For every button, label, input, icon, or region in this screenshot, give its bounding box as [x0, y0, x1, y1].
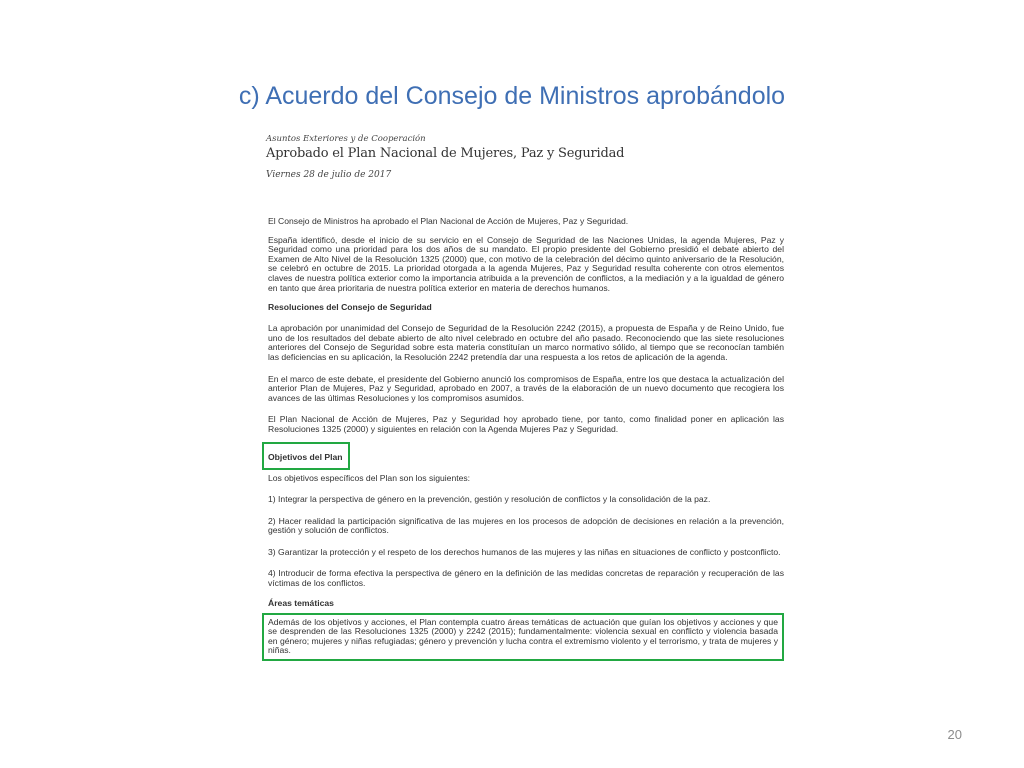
paragraph-spain-priority: España identificó, desde el inicio de su servicio en el Consejo de Seguridad de las Naciones Unidas, la agenda Mujeres, Paz y Seguridad como una prioridad para los dos años de su mandato. El propio presidente del Gobierno presidió el debate abierto del Examen de Alto Nivel de la Resolución 1325 (2000) que, con motivo de la celebración del décimo quinto aniversario de la Resolución, se celebró en octubre de 2015. La prioridad otorgada a la agenda Mujeres, Paz y Seguridad resulta coherente con otros elementos claves de nuestra política exterior como la importancia atribuida a la prevención de conflictos, a la mediación y a la igualdad de género en tanto que área prioritaria de nuestra política exterior en materia de derechos humanos.	[268, 234, 784, 293]
heading-resoluciones: Resoluciones del Consejo de Seguridad	[268, 302, 432, 313]
slide-title: c) Acuerdo del Consejo de Ministros aprobándolo	[238, 82, 786, 110]
page-number: 20	[947, 727, 962, 742]
objective-4: 4) Introducir de forma efectiva la perspectiva de género en la definición de las medidas concretas de reparación y recuperación de las víctimas de los conflictos.	[268, 568, 784, 589]
document-headline: Aprobado el Plan Nacional de Mujeres, Paz y Seguridad	[266, 146, 625, 161]
highlight-box-objetivos	[262, 442, 350, 470]
intro-paragraph: El Consejo de Ministros ha aprobado el Plan Nacional de Acción de Mujeres, Paz y Seguridad.	[268, 216, 629, 226]
paragraph-commitments: En el marco de este debate, el presidente del Gobierno anunció los compromisos de España, entre los que destaca la actualización del anterior Plan de Mujeres, Paz y Seguridad, aprobado en 2007, a través de la elaboración de un nuevo documento que recogiera los avances de las últimas Resoluciones y los compromisos asumidos.	[268, 373, 784, 403]
objective-1: 1) Integrar la perspectiva de género en la prevención, gestión y resolución de conflictos y la consolidación de la paz.	[268, 494, 711, 505]
paragraph-resolution-2242: La aprobación por unanimidad del Consejo de Seguridad de la Resolución 2242 (2015), a propuesta de España y de Reino Unido, fue uno de los resultados del debate abierto de alto nivel celebrado en octubre del año pasado. Reconociendo que las siete resoluciones anteriores del Consejo de Seguridad sobre esta materia constituían un marco normativo sólido, al tiempo que se reconocían también las deficiencias en su aplicación, la Resolución 2242 pretendía dar una respuesta a los retos de aplicación de la agenda.	[268, 323, 784, 362]
document-clipping	[262, 130, 784, 661]
thematic-areas-text: Además de los objetivos y acciones, el Plan contempla cuatro áreas temáticas de actuación que guían los objetivos y acciones y que se desprenden de las Resoluciones 1325 (2000) y 2242 (2015); fundamentalmente: violencia sexual en conflicto y violencia basada en género; mujeres y niñas refugiadas; género y prevención y lucha contra el extremismo violento y el terrorismo, y trata de mujeres y niñas.	[268, 616, 778, 656]
document-section-label: Asuntos Exteriores y de Cooperación	[266, 134, 426, 144]
paragraph-plan-purpose: El Plan Nacional de Acción de Mujeres, Paz y Seguridad hoy aprobado tiene, por tanto, como finalidad poner en aplicación las Resoluciones 1325 (2000) y siguientes en relación con la Agenda Mujeres Paz y Seguridad.	[268, 414, 784, 434]
document-date: Viernes 28 de julio de 2017	[266, 170, 392, 180]
objectives-intro: Los objetivos específicos del Plan son los siguientes:	[268, 472, 471, 483]
highlight-box-areas	[262, 613, 784, 661]
objective-2: 2) Hacer realidad la participación significativa de las mujeres en los procesos de adopción de decisiones en relación a la prevención, gestión y solución de conflictos.	[268, 515, 784, 536]
heading-objetivos: Objetivos del Plan	[268, 451, 343, 462]
heading-areas-tematicas: Áreas temáticas	[268, 597, 334, 608]
objective-3: 3) Garantizar la protección y el respeto de los derechos humanos de las mujeres y las niñas en situaciones de conflicto y postconflicto.	[268, 546, 781, 557]
